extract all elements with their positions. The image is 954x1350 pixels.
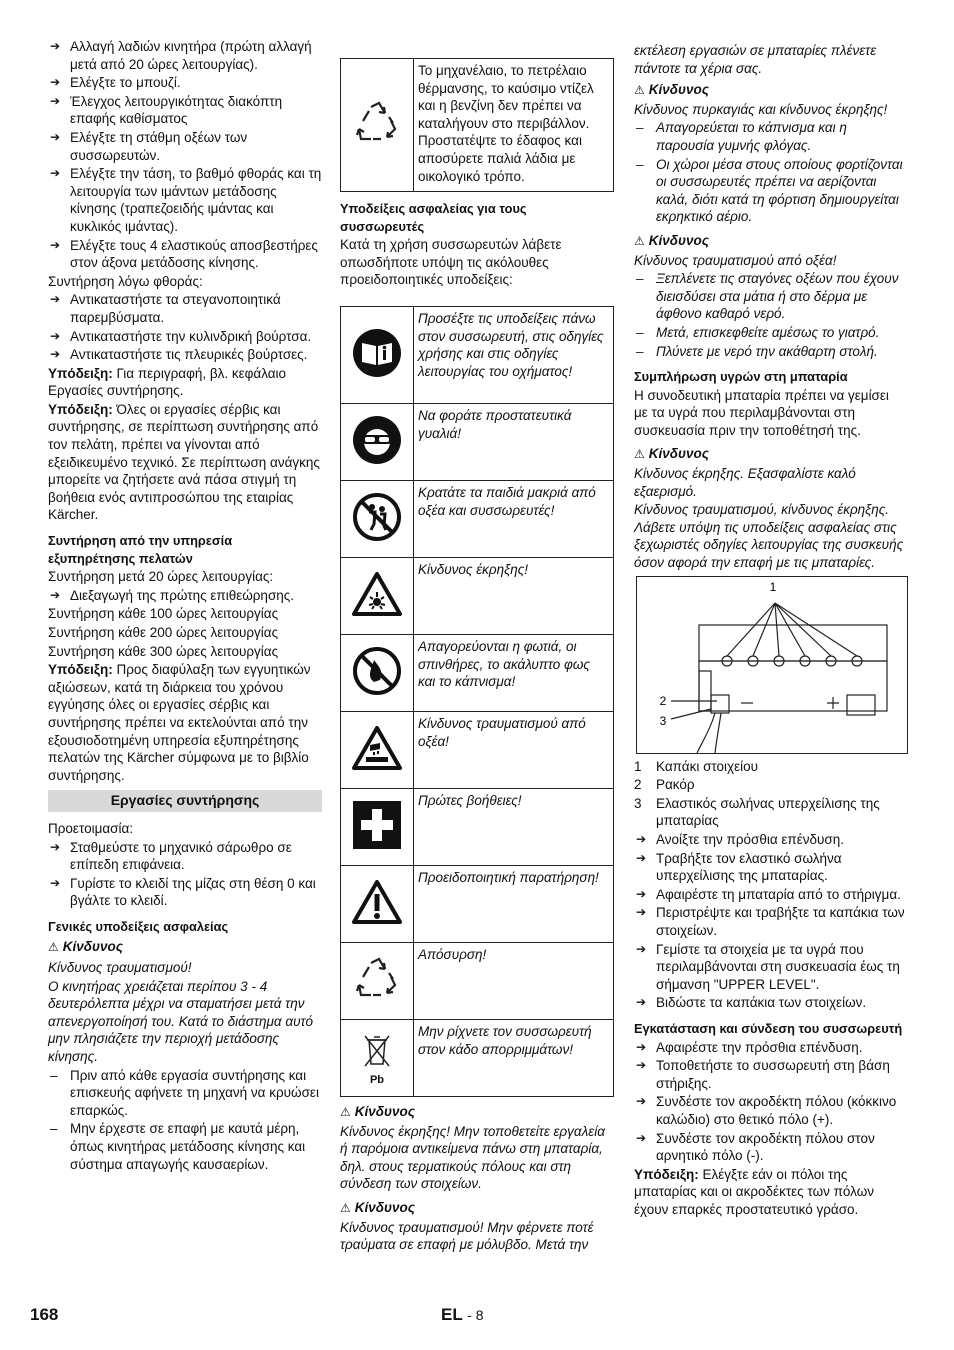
lead-badge: Pb (369, 1074, 385, 1087)
danger-text-2: Ο κινητήρας χρειάζεται περίπου 3 - 4 δευτερόλεπτα μέχρι να σταματήσει μετά την απενεργοποίησή του. Κατά το διάστημα αυτό μην πλησιάζετε την περιοχή μετάδοσης κίνησης. (48, 978, 314, 1065)
symbol-row (341, 403, 614, 480)
symbol-text: Απόσυρση! (414, 942, 614, 1019)
symbol-text: Προειδοποιητική παρατήρηση! (414, 865, 614, 942)
safety-item: – Πριν από κάθε εργασία συντήρησης και επισκευής αφήνετε τη μηχανή να κρυώσει επαρκώς. (48, 1067, 322, 1120)
explosion-icon (341, 557, 414, 634)
fire-item: – Απαγορεύεται το κάπνισμα και η παρουσία γυμνής φλόγας. (634, 119, 906, 154)
column-3 (634, 42, 906, 1219)
no-children-icon (341, 480, 414, 557)
fill-step: ➔ Ανοίξτε την πρόσθια επένδυση. (634, 831, 906, 849)
danger-label: ⚠ Κίνδυνος (634, 82, 709, 98)
danger-label: ⚠ Κίνδυνος (340, 1199, 415, 1215)
warning-icon: ⚠ (340, 1104, 351, 1119)
service-heading: Συντήρηση από την υπηρεσία εξυπηρέτησης πελατών (48, 533, 233, 566)
prep-item: ➔ Γυρίστε το κλειδί της μίζας στη θέση 0 και βγάλτε το κλειδί. (48, 875, 322, 910)
warning-icon (341, 865, 414, 942)
danger-label: ⚠ Κίνδυνος (634, 232, 709, 248)
legend-number: 3 (634, 795, 642, 811)
install-step: ➔ Τοποθετήστε το συσσωρευτή στη βάση στήριξης. (634, 1057, 906, 1092)
bin-icon (341, 1019, 414, 1096)
warning-icon: ⚠ (634, 233, 645, 248)
warning-icon: ⚠ (634, 83, 645, 98)
symbol-text: Απαγορεύονται η φωτιά, οι σπινθήρες, το ακάλυπτο φως και το κάπνισμα! (414, 634, 614, 711)
recycle-icon (341, 942, 414, 1019)
fill-step: ➔ Αφαιρέστε τη μπαταρία από το στήριγμα. (634, 886, 906, 904)
legend-number: 1 (634, 758, 642, 774)
fill-heading: Συμπλήρωση υγρών στη μπαταρία (634, 369, 848, 385)
prep-item: ➔ Σταθμεύστε το μηχανικό σάρωθρο σε επίπεδη επιφάνεια. (48, 839, 322, 874)
wear-item: ➔ Αντικαταστήστε την κυλινδρική βούρτσα. (48, 328, 322, 346)
symbol-row (341, 306, 614, 403)
symbol-text: Κίνδυνος έκρηξης! (414, 557, 614, 634)
danger-2-text: Κίνδυνος τραυματισμού! Μην φέρνετε ποτέ τραύματα σε επαφή με μόλυβδο. Μετά την (340, 1219, 594, 1253)
section-title: Εργασίες συντήρησης (48, 790, 322, 812)
symbol-text: Πρώτες βοήθειες! (414, 788, 614, 865)
check-item: ➔ Ελέγξτε την τάση, το βαθμό φθοράς και τη λειτουργία των ιμάντων μετάδοσης κίνησης (τραπεζοειδής ιμάντας και κυκλικός ιμάντας). (48, 165, 322, 235)
column-2 (340, 58, 614, 1255)
figure-label-3: 3 (659, 713, 667, 728)
acid-item: – Μετά, επισκεφθείτε αμέσως το γιατρό. (634, 324, 906, 342)
danger-1-text: Κίνδυνος έκρηξης! Μην τοποθετείτε εργαλεία ή παρόμοια αντικείμενα πάνω στη μπαταρία, δηλ. στους τερματικούς πόλους και στη σύνδεση των στοιχείων. (340, 1123, 605, 1192)
legend-item (634, 758, 906, 776)
symbol-row (341, 557, 614, 634)
fill-danger-1: Κίνδυνος έκρηξης. Εξασφαλίστε καλό εξαερισμό. (634, 466, 856, 499)
service-300: Συντήρηση κάθε 300 ώρες λειτουργίας (48, 643, 279, 659)
install-step: ➔ Αφαιρέστε την πρόσθια επένδυση. (634, 1039, 906, 1057)
service-after20: Συντήρηση μετά 20 ώρες λειτουργίας: (48, 569, 274, 585)
acid-icon (341, 711, 414, 788)
legend-text: Καπάκι στοιχείου (656, 758, 759, 774)
legend-text: Ελαστικός σωλήνας υπερχείλισης της μπαταρίας (656, 795, 880, 829)
fill-text: Η συνοδευτική μπαταρία πρέπει να γεμίσει με τα υγρά που περιλαμβάνονται στη συσκευασία πριν την τοποθέτησή της. (634, 387, 889, 438)
symbol-row (341, 634, 614, 711)
warning-icon: ⚠ (340, 1200, 351, 1215)
symbol-text: Κρατάτε τα παιδιά μακριά από οξέα και συσσωρευτές! (414, 480, 614, 557)
fill-step: ➔ Βιδώστε τα καπάκια των στοιχείων. (634, 994, 906, 1012)
column-1 (48, 38, 322, 1174)
recycle-table (340, 58, 614, 192)
check-item: ➔ Αλλαγή λαδιών κινητήρα (πρώτη αλλαγή μετά από 20 ώρες λειτουργίας). (48, 38, 322, 73)
legend-text: Ρακόρ (656, 777, 695, 793)
check-item: ➔ Ελέγξτε τους 4 ελαστικούς αποσβεστήρες στον άξονα μετάδοσης κίνησης. (48, 237, 322, 272)
goggles-icon (341, 403, 414, 480)
fire-item: – Οι χώροι μέσα στους οποίους φορτίζονται οι συσσωρευτές πρέπει να αερίζονται καλά, διότι κατά τη φόρτιση δημιουργείται εκρηκτικό αέριο. (634, 156, 906, 226)
wear-label: Συντήρηση λόγω φθοράς: (48, 273, 203, 289)
fire-text: Κίνδυνος πυρκαγιάς και κίνδυνος έκρηξης! (634, 101, 888, 117)
service-first: ➔ Διεξαγωγή της πρώτης επιθεώρησης. (48, 587, 322, 605)
recycle-text: Το μηχανέλαιο, το πετρέλαιο θέρμανσης, το καύσιμο ντίζελ και η βενζίνη δεν πρέπει να καταλήγουν στο περιβάλλον. Προστατέψτε το έδαφος και αποσύρετε παλιά λάδια με οικολογικό τρόπο. (414, 59, 614, 192)
figure-label-2: 2 (659, 693, 667, 708)
page-number: 168 (30, 1305, 59, 1324)
language-code: EL - 8 (441, 1305, 484, 1324)
danger-label: ⚠ Κίνδυνος (340, 1103, 415, 1119)
install-step: ➔ Συνδέστε τον ακροδέκτη πόλου (κόκκινο καλώδιο) στο θετικό πόλο (+). (634, 1093, 906, 1128)
battery-heading: Υποδείξεις ασφαλείας για τους συσσωρευτές (340, 201, 527, 234)
wear-item: ➔ Αντικαταστήστε τα στεγανοποιητικά παρεμβύσματα. (48, 291, 322, 326)
note-1: Υπόδειξη: Για περιγραφή, βλ. κεφάλαιο Εργασίες συντήρησης. (48, 365, 287, 399)
symbol-row (341, 1019, 614, 1096)
continued-text: εκτέλεση εργασιών σε μπαταρίες πλένετε πάντοτε τα χέρια σας. (634, 43, 877, 76)
symbol-text: Μην ρίχνετε τον συσσωρευτή στον κάδο απορριμμάτων! (414, 1019, 614, 1096)
service-200: Συντήρηση κάθε 200 ώρες λειτουργίας (48, 625, 279, 640)
note-3: Υπόδειξη: Προς διαφύλαξη των εγγυητικών αξιώσεων, κατά τη διάρκεια του χρόνου εγγύησης όλες οι εργασίες σέρβις και συντήρησης πρέπει να εκτελούνται από την εξουσιοδοτημένη υπηρεσία εξυπηρέτησης πελατών της Kärcher σύμφωνα με το βιβλίο συντήρησης. (48, 662, 311, 783)
symbol-text: Προσέξτε τις υποδείξεις πάνω στον συσσωρευτή, στις οδηγίες χρήσης και στις οδηγίες λειτουργίας του οχήματος! (414, 306, 614, 403)
symbol-row (341, 942, 614, 1019)
legend-item (634, 795, 906, 830)
note-2: Υπόδειξη: Όλες οι εργασίες σέρβις και συντήρησης, σε περίπτωση συντήρησης από τον πελάτη, πρέπει να γίνονται από εξειδικευμένο τεχνικό. Σε περίπτωση ανάγκης μπορείτε να ζητήσετε ανά πάσα στιγμή τη βοήθεια ενός αντιπροσώπου της εταιρίας Kärcher. (48, 401, 320, 523)
warning-icon: ⚠ (634, 447, 645, 462)
symbol-text: Να φοράτε προστατευτικά γυαλιά! (414, 403, 614, 480)
no-fire-icon (341, 634, 414, 711)
battery-intro: Κατά τη χρήση συσσωρευτών λάβετε οπωσδήποτε υπόψη τις ακόλουθες προειδοποιητικές υποδείξεις: (340, 237, 562, 288)
manual-icon (341, 306, 414, 403)
danger-label: ⚠ Κίνδυνος (48, 938, 123, 954)
wear-item: ➔ Αντικαταστήστε τις πλευρικές βούρτσες. (48, 346, 322, 364)
danger-text-1: Κίνδυνος τραυματισμού! (48, 960, 192, 976)
service-100: Συντήρηση κάθε 100 ώρες λειτουργίας (48, 606, 279, 622)
check-item: ➔ Έλεγχος λειτουργικότητας διακόπτη επαφής καθίσματος (48, 93, 322, 128)
warning-icon: ⚠ (48, 939, 59, 954)
install-heading: Εγκατάσταση και σύνδεση του συσσωρευτή (634, 1020, 903, 1036)
symbol-row (341, 788, 614, 865)
fill-step: ➔ Περιστρέψτε και τραβήξτε τα καπάκια των στοιχείων. (634, 904, 906, 939)
symbol-row (341, 480, 614, 557)
danger-label: ⚠ Κίνδυνος (634, 446, 709, 462)
acid-item: – Πλύνετε με νερό την ακάθαρτη στολή. (634, 343, 906, 361)
safety-heading: Γενικές υποδείξεις ασφαλείας (48, 918, 229, 934)
install-step: ➔ Συνδέστε τον ακροδέκτη πόλου στον αρνητικό πόλο (-). (634, 1130, 906, 1165)
legend-number: 2 (634, 777, 642, 793)
check-item: ➔ Ελέγξτε τη στάθμη οξέων των συσσωρευτών. (48, 129, 322, 164)
acid-item: – Ξεπλένετε τις σταγόνες οξέων που έχουν διεισδύσει στα μάτια ή στο δέρμα με άφθονο καθαρό νερό. (634, 270, 906, 323)
fill-step: ➔ Τραβήξτε τον ελαστικό σωλήνα υπερχείλισης της μπαταρίας. (634, 850, 906, 885)
install-note: Υπόδειξη: Ελέγξτε εάν οι πόλοι της μπαταρίας και οι ακροδέκτες των πόλων έχουν επαρκές προστατευτικό γράσο. (634, 1166, 875, 1217)
battery-illustration (636, 576, 908, 754)
battery-symbols-table (340, 306, 614, 1097)
figure-label-1: 1 (769, 579, 777, 594)
fill-step: ➔ Γεμίστε τα στοιχεία με τα υγρά που περιλαμβάνονται στη συσκευασία έως τη σήμανση "UPPER LEVEL". (634, 941, 906, 994)
check-item: ➔ Ελέγξτε το μπουζί. (48, 74, 322, 92)
recycle-icon (341, 59, 414, 192)
fill-danger-2: Κίνδυνος τραυματισμού, κίνδυνος έκρηξης. Λάβετε υπόψη τις υποδείξεις ασφαλείας στις ξεχωριστές οδηγίες λειτουργίας της συσκευής όσον αφορά την επαφή με τις μπαταρίες. (634, 502, 904, 571)
symbol-text: Κίνδυνος τραυματισμού από οξέα! (414, 711, 614, 788)
symbol-row (341, 711, 614, 788)
symbol-row (341, 865, 614, 942)
safety-item: – Μην έρχεστε σε επαφή με καυτά μέρη, όπως κινητήρας μετάδοσης κίνησης και σύστημα απαγωγής καυσαερίων. (48, 1120, 322, 1173)
legend-item (634, 776, 906, 794)
first-aid-icon (341, 788, 414, 865)
acid-text: Κίνδυνος τραυματισμού από οξέα! (634, 252, 837, 268)
prep-label: Προετοιμασία: (48, 820, 134, 836)
